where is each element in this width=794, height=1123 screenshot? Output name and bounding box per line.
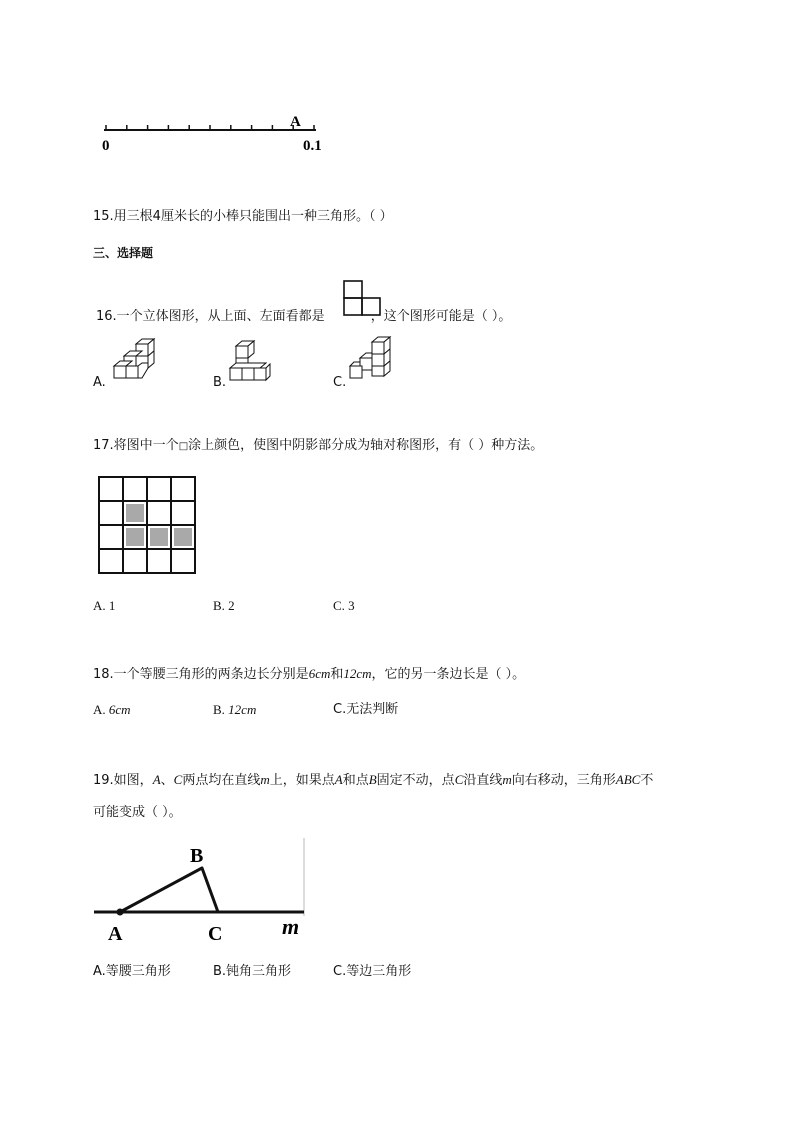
- q18-option-b-value: 12cm: [228, 702, 257, 717]
- q19-text: 不: [640, 773, 654, 788]
- q17-option-a[interactable]: A. 1: [93, 598, 116, 613]
- number-line-start-label: 0: [102, 138, 110, 154]
- q19-var-abc: ABC: [615, 772, 641, 787]
- q18-option-c[interactable]: [333, 701, 398, 719]
- q16-option-a-cubes: [112, 338, 156, 382]
- question-19-line1: [93, 771, 653, 790]
- number-line-end-label: 0.1: [303, 138, 322, 154]
- q18-part2: 和: [330, 667, 344, 682]
- q19-option-b[interactable]: B.钝角三角形: [213, 964, 292, 979]
- question-17: [93, 437, 543, 456]
- q19-text: 上，如果点: [269, 773, 335, 788]
- q19-text: 向右移动，三角形: [511, 773, 616, 788]
- q16-option-c-cubes: [348, 336, 396, 382]
- q17-grid-figure: [98, 476, 198, 576]
- q18-option-c-value: 无法判断: [346, 702, 399, 717]
- question-19-line2: 可能变成（ ）。: [93, 805, 182, 820]
- q17-option-c[interactable]: C. 3: [333, 598, 355, 613]
- q19-triangle-figure: [90, 838, 310, 948]
- question-16: [96, 308, 511, 326]
- q18-option-a-prefix: A.: [93, 702, 109, 717]
- shaded-cell: [126, 504, 144, 522]
- q19-var-b: B: [368, 772, 377, 787]
- shaded-cell: [126, 528, 144, 546]
- q16-view-figure: [342, 279, 384, 319]
- q19-text: 固定不动，点: [376, 773, 455, 788]
- q18-option-a-value: 6cm: [108, 702, 131, 717]
- q18-part1: 18.一个等腰三角形的两条边长分别是: [93, 667, 309, 682]
- q17-text-after: 涂上颜色，使图中阴影部分成为轴对称图形，有（ ）种方法。: [188, 438, 544, 453]
- q19-text: 和点: [342, 773, 369, 788]
- q18-part3: ，它的另一条边长是（ ）。: [371, 667, 526, 682]
- label-a: A: [108, 923, 123, 945]
- question-18: [93, 665, 525, 684]
- q16-option-b-cubes: [228, 340, 272, 384]
- q19-option-c[interactable]: C.等边三角形: [333, 964, 412, 979]
- q19-var-a: A: [334, 772, 343, 787]
- small-square-symbol: □: [178, 441, 189, 452]
- section-title: 三、选择题: [93, 246, 154, 260]
- shaded-cell: [150, 528, 168, 546]
- q18-value-2: 12cm: [343, 666, 372, 681]
- q18-value-1: 6cm: [308, 666, 331, 681]
- q19-text: 两点均在直线: [182, 773, 261, 788]
- q18-option-b[interactable]: [213, 701, 256, 720]
- q19-text: 、: [160, 773, 174, 788]
- q19-option-a[interactable]: A.等腰三角形: [93, 964, 171, 979]
- q17-option-b[interactable]: B. 2: [213, 598, 235, 613]
- q19-text: 19.如图，: [93, 773, 153, 788]
- q19-var-m: m: [260, 772, 270, 787]
- q18-option-b-prefix: B.: [213, 702, 229, 717]
- q19-var-c: C: [173, 772, 183, 787]
- q18-option-a[interactable]: [93, 701, 131, 720]
- q18-option-c-prefix: C.: [333, 702, 347, 717]
- q19-var-m: m: [502, 772, 512, 787]
- q16-option-c[interactable]: C.: [333, 375, 347, 390]
- q19-var-a: A: [152, 772, 161, 787]
- label-b: B: [190, 845, 204, 867]
- q16-text-after: ，这个图形可能是（ ）。: [370, 309, 512, 324]
- shaded-cell: [174, 528, 192, 546]
- question-15: 15.用三根4厘米长的小棒只能围出一种三角形。（ ）: [93, 209, 393, 224]
- label-c: C: [208, 923, 223, 945]
- q16-option-a[interactable]: A.: [93, 375, 106, 390]
- q17-text-before: 17.将图中一个: [93, 438, 179, 453]
- q19-text: 沿直线: [463, 773, 503, 788]
- q16-text-before: 16.一个立体图形，从上面、左面看都是: [96, 309, 325, 324]
- point-a-label: A: [290, 114, 301, 130]
- number-line: [100, 112, 330, 157]
- label-m: m: [282, 914, 300, 939]
- q16-option-b[interactable]: B.: [213, 375, 227, 390]
- q19-var-c: C: [454, 772, 464, 787]
